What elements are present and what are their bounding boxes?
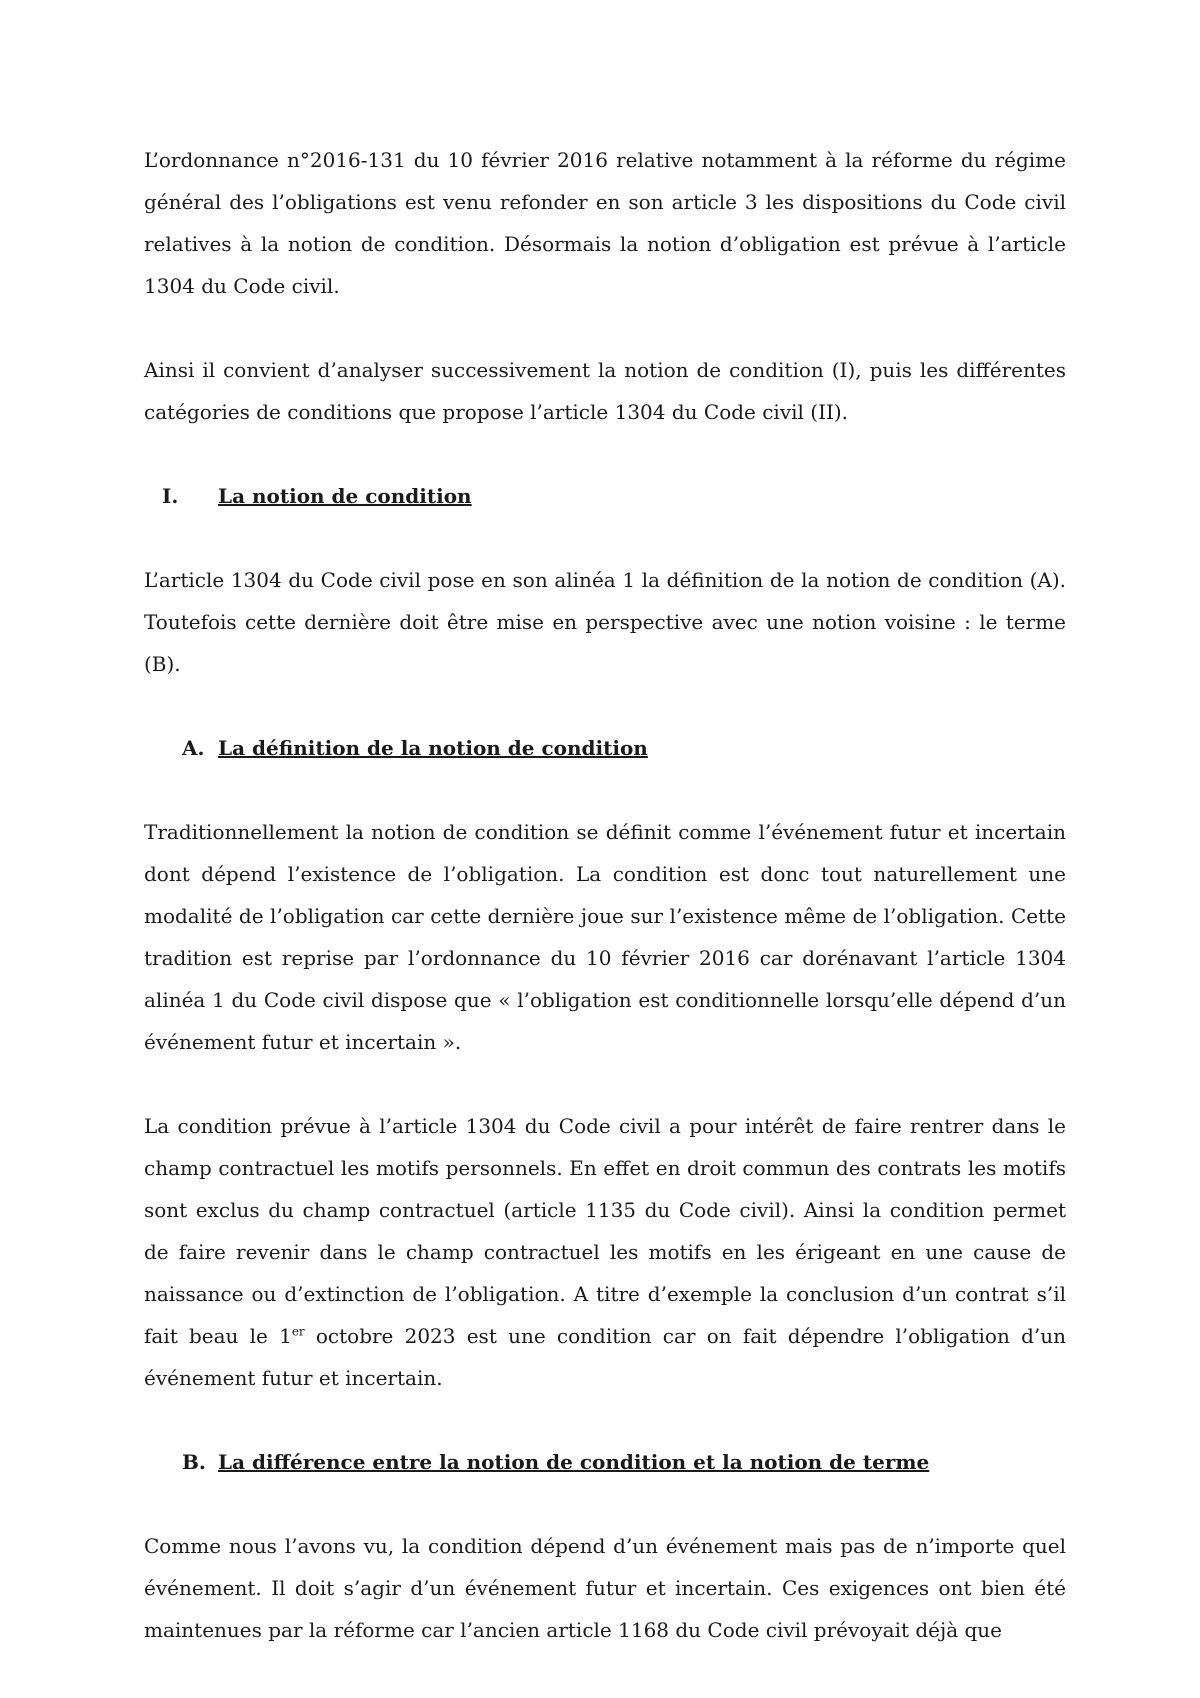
subsection-b-title: La différence entre la notion de condition et la notion de terme xyxy=(218,1450,930,1474)
section-1-number: I. xyxy=(162,484,179,508)
paragraph-2-text-end: octobre 2023 est une condition car on fait dépendre l’obligation d’un événement futur et incertain. xyxy=(144,1324,1066,1390)
intro-paragraph-1: L’ordonnance n°2016-131 du 10 février 2016 relative notamment à la réforme du régime général des l’obligations est venu refonder en son article 3 les dispositions du Code civil relatives à la notion de condition. Désormais la notion d’obligation est prévue à l’article 1304 du Code civil. xyxy=(144,148,1066,298)
section-1-heading xyxy=(144,475,1066,517)
ordinal-superscript: er xyxy=(291,1324,305,1339)
document-page xyxy=(144,139,1066,1693)
paragraph-2-text-start: La condition prévue à l’article 1304 du Code civil a pour intérêt de faire rentrer dans le champ contractuel les motifs personnels. En effet en droit commun des contrats les motifs sont exclus du champ contractuel (article 1135 du Code civil). Ainsi la condition permet de faire revenir dans le champ contractuel les motifs en les érigeant en une cause de naissance ou d’extinction de l’obligation. A titre d’exemple la conclusion d’un contrat s’il fait beau le 1 xyxy=(144,1114,1066,1348)
intro-paragraph-2: Ainsi il convient d’analyser successivement la notion de condition (I), puis les différentes catégories de conditions que propose l’article 1304 du Code civil (II). xyxy=(144,358,1066,424)
subsection-a-title: La définition de la notion de condition xyxy=(218,736,648,760)
subsection-b-number: B. xyxy=(182,1450,206,1474)
subsection-b-paragraph: Comme nous l’avons vu, la condition dépend d’un événement mais pas de n’importe quel événement. Il doit s’agir d’un événement futur et incertain. Ces exigences ont bien été maintenues par la réforme car l’ancien article 1168 du Code civil prévoyait déjà que xyxy=(144,1534,1066,1642)
subsection-a-paragraph-2 xyxy=(144,1105,1066,1399)
subsection-b-heading xyxy=(144,1441,1066,1483)
subsection-a-paragraph-1: Traditionnellement la notion de condition se définit comme l’événement futur et incertain dont dépend l’existence de l’obligation. La condition est donc tout naturellement une modalité de l’obligation car cette dernière joue sur l’existence même de l’obligation. Cette tradition est reprise par l’ordonnance du 10 février 2016 car dorénavant l’article 1304 alinéa 1 du Code civil dispose que « l’obligation est conditionnelle lorsqu’elle dépend d’un événement futur et incertain ». xyxy=(144,820,1066,1054)
section-1-title: La notion de condition xyxy=(218,484,472,508)
subsection-a-heading xyxy=(144,727,1066,769)
section-1-paragraph: L’article 1304 du Code civil pose en son alinéa 1 la définition de la notion de condition (A). Toutefois cette dernière doit être mise en perspective avec une notion voisine : le terme (B). xyxy=(144,568,1066,676)
subsection-a-number: A. xyxy=(182,736,205,760)
